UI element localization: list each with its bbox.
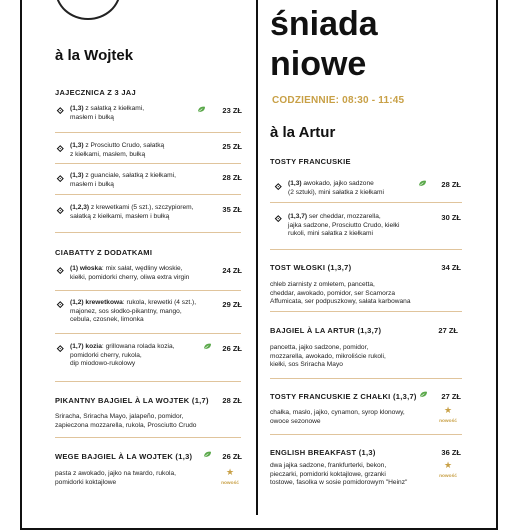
leaf-icon: [197, 106, 206, 113]
star-icon: ★: [225, 467, 235, 477]
star-icon: ★: [443, 405, 453, 415]
item-price: 28 ZŁ: [441, 180, 461, 189]
item-price: 27 ZŁ: [438, 326, 458, 335]
opening-hours: CODZIENNIE: 08:30 - 11:45: [272, 95, 405, 106]
heading-line1: śniada: [270, 5, 378, 43]
section-title-wojtek: à la Wojtek: [55, 47, 134, 64]
menu-item-ciabatta-2: (1,2) krewetkowa: rukola, krewetki (4 szt.), majonez, sos słodko-pikantny, mango, cebula, czosnek, limonka: [70, 299, 197, 324]
group-tosty: TOSTY FRANCUSKIE: [270, 157, 351, 166]
item-desc-tost-wloski: chleb ziarnisty z omletem, pancetta, cheddar, awokado, pomidor, ser Scamorza Affumicata, ser podpuszkowy, sałata karbowana: [270, 281, 411, 306]
rule: [270, 378, 462, 379]
item-desc-pikantny-bajgiel: Sriracha, Sriracha Mayo, jalapeño, pomidor, zapieczona mozzarella, rukola, Prosciutto Crudo: [55, 413, 197, 429]
menu-item-tost-2: (1,3,7) ser cheddar, mozzarella, jajka sadzone, Prosciutto Crudo, kiełki rukoli, mini sałatka z kiełkami: [288, 213, 400, 238]
rule: [55, 437, 241, 438]
rule: [55, 163, 241, 164]
item-price: 23 ZŁ: [222, 106, 242, 115]
item-price: 25 ZŁ: [222, 142, 242, 151]
menu-item-jajecznica-4: (1,2,3) z krewetkami (5 szt.), szczypiorem, sałatką z kiełkami, masłem i bułką: [70, 204, 194, 220]
new-badge: nowość: [439, 419, 457, 424]
rule: [55, 232, 241, 233]
rule: [270, 249, 462, 250]
item-price: 28 ZŁ: [222, 173, 242, 182]
new-badge: nowość: [221, 481, 239, 486]
group-ciabatty: CIABATTY Z DODATKAMI: [55, 248, 153, 257]
star-icon: ★: [443, 460, 453, 470]
section-title-artur: à la Artur: [270, 124, 336, 141]
item-price: 34 ZŁ: [441, 263, 461, 272]
group-jajecznica: JAJECZNICA Z 3 JAJ: [55, 88, 136, 97]
item-price: 26 ZŁ: [222, 344, 242, 353]
item-price: 30 ZŁ: [441, 213, 461, 222]
menu-item-ciabatta-3: (1,7) kozia: grillowana rolada kozia, pomidorki cherry, rukola, dip miodowo-rukolowy: [70, 343, 175, 368]
item-desc-wege-bajgiel: pasta z awokado, jajko na twardo, rukola, pomidorki koktajlowe: [55, 470, 176, 486]
item-desc-tosty-chalka: chałka, masło, jajko, cynamon, syrop klonowy, owoce sezonowe: [270, 409, 405, 425]
rule: [55, 132, 241, 133]
item-title-tost-wloski: TOST WŁOSKI (1,3,7): [270, 263, 352, 272]
menu-item-jajecznica-2: (1,3) z Prosciutto Crudo, sałatką z kiełkami, masłem, bułką: [70, 142, 165, 158]
item-desc-bajgiel-artur: pancetta, jajko sadzone, pomidor, mozzarella, awokado, mikroliście rukoli, kiełki, sos Sriracha Mayo: [270, 344, 386, 369]
leaf-icon: [419, 391, 428, 398]
item-price: 28 ZŁ: [222, 396, 242, 405]
rule: [270, 311, 462, 312]
item-price: 35 ZŁ: [222, 205, 242, 214]
menu-item-ciabatta-1: (1) włoska: mix sałat, wędliny włoskie, kiełki, pomidorki cherry, oliwa extra virgin: [70, 265, 190, 281]
rule: [270, 202, 462, 203]
item-title-bajgiel-artur: BAJGIEL À LA ARTUR (1,3,7): [270, 326, 382, 335]
rule: [55, 333, 241, 334]
item-price: 36 ZŁ: [441, 448, 461, 457]
menu-item-jajecznica-1: (1,3) z sałatką z kiełkami, masłem i bułką: [70, 105, 145, 121]
leaf-icon: [418, 180, 427, 187]
heading-line2: niowe: [270, 45, 367, 83]
item-price: 26 ZŁ: [222, 452, 242, 461]
item-price: 27 ZŁ: [441, 392, 461, 401]
menu-item-jajecznica-3: (1,3) z guanciale, sałatką z kiełkami, masłem i bułką: [70, 172, 176, 188]
item-price: 24 ZŁ: [222, 266, 242, 275]
item-title-english-breakfast: ENGLISH BREAKFAST (1,3): [270, 448, 376, 457]
item-price: 29 ZŁ: [222, 300, 242, 309]
new-badge: nowość: [439, 474, 457, 479]
rule: [55, 381, 241, 382]
item-title-wege-bajgiel: WEGE BAJGIEL À LA WOJTEK (1,3): [55, 452, 193, 461]
column-divider: [256, 0, 258, 515]
menu-item-tost-1: (1,3) awokado, jajko sadzone (2 sztuki), mini sałatka z kiełkami: [288, 180, 384, 196]
rule: [55, 194, 241, 195]
rule: [270, 434, 462, 435]
item-desc-english-breakfast: dwa jajka sadzone, frankfurterki, bekon, pieczarki, pomidorki koktajlowe, grzanki tostowe, fasolka w sosie pomidorowym "Heinz": [270, 462, 408, 487]
item-title-pikantny-bajgiel: PIKANTNY BAJGIEL À LA WOJTEK (1,7): [55, 396, 209, 405]
rule: [55, 290, 241, 291]
item-title-tosty-chalka: TOSTY FRANCUSKIE Z CHAŁKI (1,3,7): [270, 392, 417, 401]
